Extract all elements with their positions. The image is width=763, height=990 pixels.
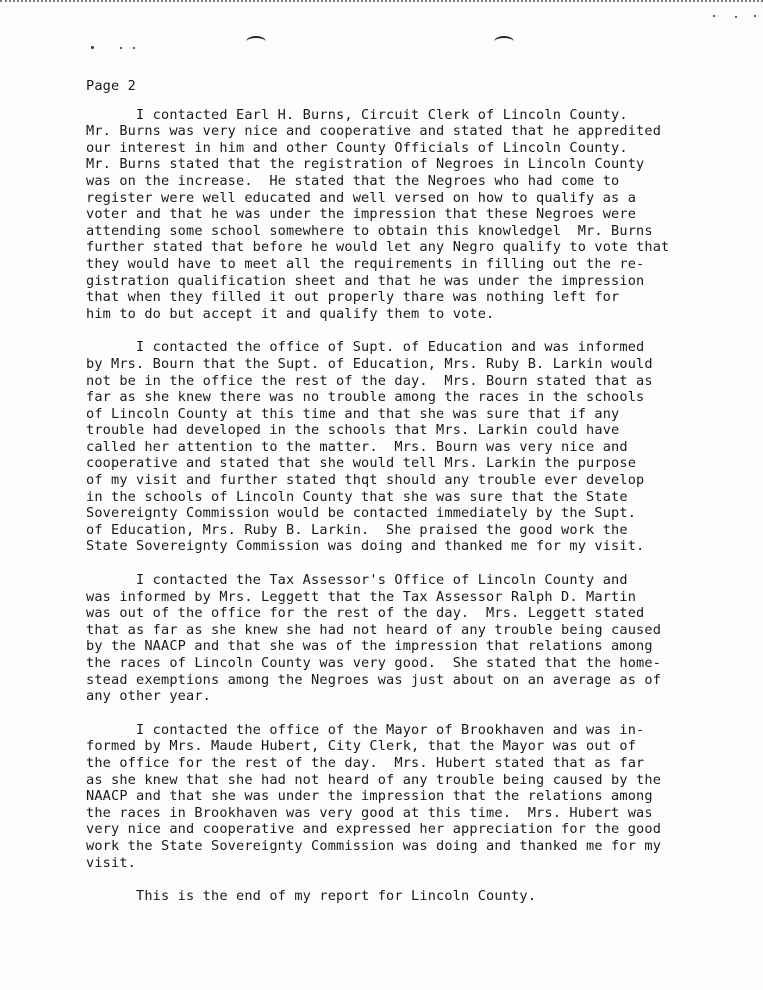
text-line: any other year. <box>86 688 212 705</box>
text-line: that as far as she knew she had not heard of any trouble being caused <box>86 621 662 638</box>
typed-text-body <box>86 78 726 905</box>
text-line: was informed by Mrs. Leggett that the Tax Assessor Ralph D. Martin <box>86 588 637 605</box>
paragraph-mayor-office <box>86 722 726 871</box>
scan-speck <box>133 47 135 49</box>
text-line: very nice and cooperative and expressed her appreciation for the good <box>86 821 662 838</box>
text-line: as she knew that she had not heard of any trouble being caused by the <box>86 771 662 788</box>
scan-top-edge <box>0 0 763 5</box>
text-line: further stated that before he would let any Negro qualify to vote that <box>86 239 670 256</box>
text-line: by Mrs. Bourn that the Supt. of Education, Mrs. Ruby B. Larkin would <box>86 355 653 372</box>
text-line: by the NAACP and that she was of the impression that relations among <box>86 638 653 655</box>
text-line: the races in Brookhaven was very good at this time. Mrs. Hubert was <box>86 804 653 821</box>
text-line: stead exemptions among the Negroes was just about on an average as of <box>86 671 662 688</box>
text-line: of my visit and further stated thqt should any trouble ever develop <box>86 472 645 489</box>
text-line: formed by Mrs. Maude Hubert, City Clerk, that the Mayor was out of <box>86 738 637 755</box>
text-line: Mr. Burns was very nice and cooperative and stated that he appredited <box>86 123 662 140</box>
text-line: not be in the office the rest of the day. Mrs. Bourn stated that as <box>86 372 653 389</box>
scan-speck <box>713 15 715 17</box>
text-line: cooperative and stated that she would tell Mrs. Larkin the purpose <box>86 455 637 472</box>
text-line: of Education, Mrs. Ruby B. Larkin. She praised the good work the <box>86 521 628 538</box>
text-line: work the State Sovereignty Commission was doing and thanked me for my <box>86 837 662 854</box>
text-line: Sovereignty Commission would be contacted immediately by the Supt. <box>86 505 637 522</box>
text-line: visit. <box>86 854 137 871</box>
scan-speck <box>754 15 756 17</box>
punch-hole-mark <box>246 36 266 48</box>
text-line: that when they filled it out properly thare was nothing left for <box>86 289 620 306</box>
text-line: in the schools of Lincoln County that she was sure that the State <box>86 488 628 505</box>
text-line: the office for the rest of the day. Mrs. Hubert stated that as far <box>86 754 645 771</box>
text-line: attending some school somewhere to obtain this knowledgel Mr. Burns <box>86 222 653 239</box>
scan-speck <box>735 16 737 18</box>
text-line: was on the increase. He stated that the Negroes who had come to <box>86 172 620 189</box>
scan-speck <box>120 47 122 49</box>
paragraph-supt-education <box>86 339 726 555</box>
text-line: Mr. Burns stated that the registration of Negroes in Lincoln County <box>86 156 645 173</box>
text-line: I contacted Earl H. Burns, Circuit Clerk of Lincoln County. <box>86 106 628 123</box>
text-line: the races of Lincoln County was very good. She stated that the home- <box>86 655 662 671</box>
text-line: they would have to meet all the requirements in filling out the re- <box>86 255 645 272</box>
text-line: I contacted the Tax Assessor's Office of Lincoln County and <box>86 572 628 589</box>
punch-hole-mark <box>494 36 514 48</box>
text-line: I contacted the office of the Mayor of Brookhaven and was in- <box>86 721 645 738</box>
text-line: trouble had developed in the schools that Mrs. Larkin could have <box>86 422 620 439</box>
text-line: called her attention to the matter. Mrs. Bourn was very nice and <box>86 438 628 455</box>
text-line: was out of the office for the rest of the day. Mrs. Leggett stated <box>86 605 645 622</box>
text-line: This is the end of my report for Lincoln County. <box>86 888 537 905</box>
text-line: voter and that he was under the impression that these Negroes were <box>86 206 637 223</box>
text-line: I contacted the office of Supt. of Education and was informed <box>86 339 645 356</box>
closing-paragraph <box>86 888 726 905</box>
text-line: State Sovereignty Commission was doing and thanked me for my visit. <box>86 538 645 555</box>
text-line: him to do but accept it and qualify them to vote. <box>86 305 495 322</box>
text-line: gistration qualification sheet and that he was under the impression <box>86 272 645 289</box>
text-line: our interest in him and other County Officials of Lincoln County. <box>86 139 628 156</box>
scan-speck <box>91 46 94 49</box>
page-number: Page 2 <box>86 78 137 94</box>
paragraph-circuit-clerk <box>86 107 726 323</box>
text-line: of Lincoln County at this time and that she was sure that if any <box>86 405 620 422</box>
text-line: NAACP and that she was under the impression that the relations among <box>86 788 653 805</box>
text-line: far as she knew there was no trouble among the races in the schools <box>86 389 645 406</box>
paragraph-tax-assessor <box>86 572 726 705</box>
text-line: register were well educated and well versed on how to qualify as a <box>86 189 637 206</box>
